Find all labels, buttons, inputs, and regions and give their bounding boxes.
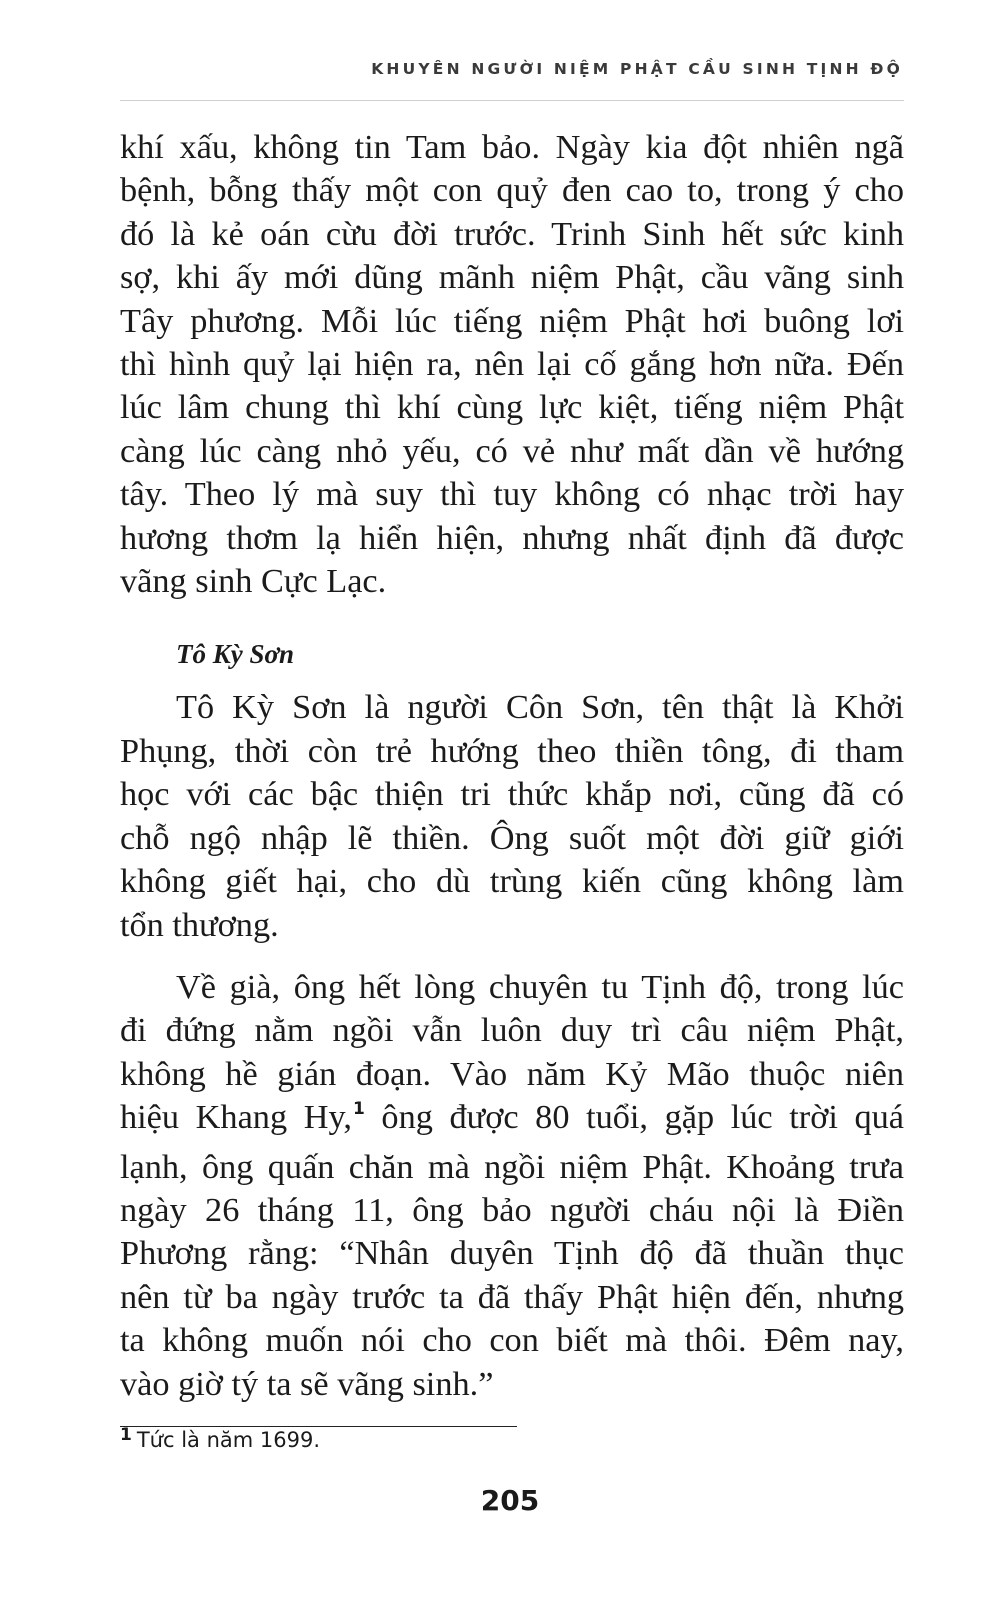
- text-line: lạnh, ông quấn chăn mà ngồi niệm Phật. Khoảng trưa: [120, 1147, 904, 1186]
- text-line: bệnh, bỗng thấy một con quỷ đen cao to, trong ý cho: [120, 171, 904, 210]
- text-line: khí xấu, không tin Tam bảo. Ngày kia đột nhiên ngã: [120, 128, 904, 166]
- paragraph-2: [120, 686, 904, 946]
- text-line: không hề gián đoạn. Vào năm Kỷ Mão thuộc niên: [120, 1054, 904, 1093]
- text-line: đi đứng nằm ngồi vẫn luôn duy trì câu niệm Phật,: [120, 1011, 904, 1050]
- text-segment: ông được 80 tuổi, gặp lúc trời quá: [364, 1098, 904, 1137]
- text-line: không giết hại, cho dù trùng kiến cũng không làm: [120, 862, 904, 901]
- paragraph-spacer: [120, 947, 904, 966]
- text-line: Tây phương. Mỗi lúc tiếng niệm Phật hơi buông lơi: [120, 301, 904, 340]
- text-line: Phụng, thời còn trẻ hướng theo thiền tông, đi tham: [120, 731, 904, 770]
- page-number: 205: [480, 1484, 540, 1517]
- text-line-with-footnote: [120, 1096, 904, 1145]
- paragraph-1: [120, 126, 904, 603]
- text-line: tây. Theo lý mà suy thì tuy không có nhạc trời hay: [120, 475, 904, 514]
- text-segment: hiệu Khang Hy,: [120, 1098, 352, 1137]
- text-line: học với các bậc thiện tri thức khắp nơi, cũng đã có: [120, 775, 904, 814]
- text-line: tổn thương.: [120, 905, 279, 944]
- text-line: vào giờ tý ta sẽ vãng sinh.”: [120, 1364, 494, 1403]
- text-line: đó là kẻ oán cừu đời trước. Trinh Sinh hết sức kinh: [120, 214, 904, 253]
- text-line: Về già, ông hết lòng chuyên tu Tịnh độ, trong lúc: [176, 967, 904, 1006]
- footnote-marker: 1: [120, 1425, 132, 1445]
- text-line: Tô Kỳ Sơn là người Côn Sơn, tên thật là Khởi: [176, 688, 904, 727]
- footnote: [120, 1425, 321, 1452]
- text-line: Phương rằng: “Nhân duyên Tịnh độ đã thuần thục: [120, 1234, 904, 1273]
- header-divider: [120, 100, 904, 101]
- footnote-text: Tức là năm 1699.: [136, 1428, 321, 1452]
- text-line: ngày 26 tháng 11, ông bảo người cháu nội là Điền: [120, 1190, 904, 1229]
- page-body: [120, 126, 904, 1406]
- text-line: thì hình quỷ lại hiện ra, nên lại cố gắng hơn nữa. Đến: [120, 345, 904, 384]
- text-line: nên từ ba ngày trước ta đã thấy Phật hiện đến, nhưng: [120, 1277, 904, 1316]
- text-line: vãng sinh Cực Lạc.: [120, 562, 387, 601]
- footnote-reference[interactable]: 1: [352, 1099, 365, 1120]
- footnote-divider: [120, 1426, 517, 1427]
- text-line: càng lúc càng nhỏ yếu, có vẻ như mất dần về hướng: [120, 431, 904, 470]
- paragraph-3: [120, 966, 904, 1406]
- text-line: ta không muốn nói cho con biết mà thôi. Đêm nay,: [120, 1321, 904, 1360]
- text-line: chỗ ngộ nhập lẽ thiền. Ông suốt một đời giữ giới: [120, 818, 904, 857]
- text-line: sợ, khi ấy mới dũng mãnh niệm Phật, cầu vãng sinh: [120, 258, 904, 297]
- section-heading: Tô Kỳ Sơn: [176, 639, 295, 670]
- running-title: KHUYÊN NGƯỜI NIỆM PHẬT CẦU SINH TỊNH ĐỘ: [371, 60, 903, 78]
- text-line: lúc lâm chung thì khí cùng lực kiệt, tiếng niệm Phật: [120, 388, 904, 427]
- text-line: hương thơm lạ hiển hiện, nhưng nhất định đã được: [120, 518, 904, 557]
